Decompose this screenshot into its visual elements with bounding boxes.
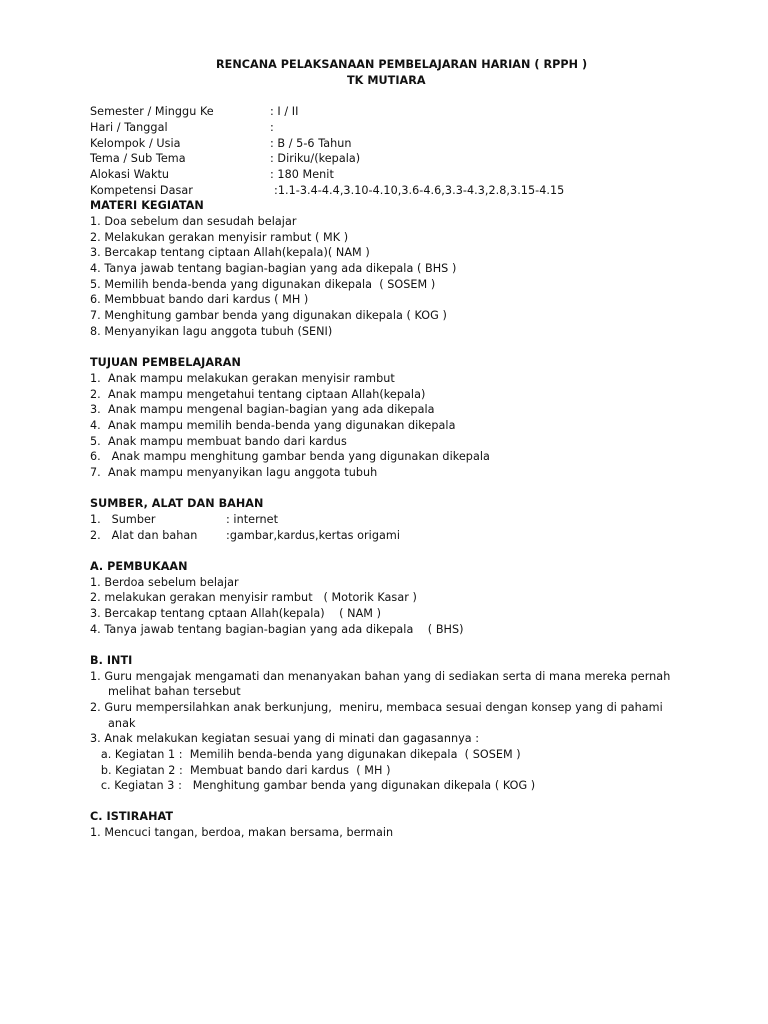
- inti-heading: B. INTI: [90, 654, 133, 667]
- list-item: b. Kegiatan 2 : Membuat bando dari kardus ( MH ): [90, 764, 391, 777]
- identity-label: Hari / Tanggal: [90, 121, 168, 134]
- pembukaan-heading: A. PEMBUKAAN: [90, 560, 188, 573]
- identity-label: Tema / Sub Tema: [90, 152, 186, 165]
- list-item: 2. Guru mempersilahkan anak berkunjung, meniru, membaca sesuai dengan konsep yang di pahami: [90, 701, 663, 714]
- sumber-heading: SUMBER, ALAT DAN BAHAN: [90, 497, 264, 510]
- list-item: anak: [90, 717, 136, 730]
- sumber-label: 1. Sumber: [90, 513, 156, 526]
- identity-label: Kelompok / Usia: [90, 137, 181, 150]
- istirahat-heading: C. ISTIRAHAT: [90, 810, 174, 823]
- list-item: 1. Anak mampu melakukan gerakan menyisir rambut: [90, 372, 395, 385]
- list-item: c. Kegiatan 3 : Menghitung gambar benda yang digunakan dikepala ( KOG ): [90, 779, 536, 792]
- list-item: 4. Tanya jawab tentang bagian-bagian yang ada dikepala ( BHS): [90, 623, 464, 636]
- list-item: 8. Menyanyikan lagu anggota tubuh (SENI): [90, 325, 333, 338]
- identity-value: : 180 Menit: [270, 168, 334, 181]
- identity-value: :: [270, 121, 274, 134]
- identity-value: : Diriku/(kepala): [270, 152, 361, 165]
- list-item: 2. melakukan gerakan menyisir rambut ( Motorik Kasar ): [90, 591, 417, 604]
- sumber-value: :gambar,kardus,kertas origami: [226, 529, 401, 542]
- sumber-label: 2. Alat dan bahan: [90, 529, 198, 542]
- list-item: 2. Melakukan gerakan menyisir rambut ( MK ): [90, 231, 349, 244]
- materi-heading: MATERI KEGIATAN: [90, 199, 204, 212]
- list-item: 1. Berdoa sebelum belajar: [90, 576, 239, 589]
- list-item: 4. Anak mampu memilih benda-benda yang digunakan dikepala: [90, 419, 456, 432]
- identity-value: : B / 5-6 Tahun: [270, 137, 352, 150]
- list-item: 3. Anak mampu mengenal bagian-bagian yang ada dikepala: [90, 403, 435, 416]
- identity-label: Semester / Minggu Ke: [90, 105, 214, 118]
- list-item: 3. Anak melakukan kegiatan sesuai yang di minati dan gagasannya :: [90, 732, 480, 745]
- document-subtitle: TK MUTIARA: [347, 74, 426, 87]
- list-item: 5. Memilih benda-benda yang digunakan dikepala ( SOSEM ): [90, 278, 436, 291]
- list-item: 3. Bercakap tentang ciptaan Allah(kepala)( NAM ): [90, 246, 370, 259]
- list-item: 4. Tanya jawab tentang bagian-bagian yang ada dikepala ( BHS ): [90, 262, 457, 275]
- list-item: 6. Anak mampu menghitung gambar benda yang digunakan dikepala: [90, 450, 490, 463]
- list-item: a. Kegiatan 1 : Memilih benda-benda yang digunakan dikepala ( SOSEM ): [90, 748, 521, 761]
- sumber-value: : internet: [226, 513, 279, 526]
- list-item: 1. Doa sebelum dan sesudah belajar: [90, 215, 297, 228]
- list-item: 3. Bercakap tentang cptaan Allah(kepala) ( NAM ): [90, 607, 382, 620]
- list-item: 1. Guru mengajak mengamati dan menanyakan bahan yang di sediakan serta di mana mereka pernah: [90, 670, 671, 683]
- list-item: 2. Anak mampu mengetahui tentang ciptaan Allah(kepala): [90, 388, 426, 401]
- list-item: 1. Mencuci tangan, berdoa, makan bersama, bermain: [90, 826, 394, 839]
- list-item: 5. Anak mampu membuat bando dari kardus: [90, 435, 347, 448]
- list-item: 6. Membbuat bando dari kardus ( MH ): [90, 293, 309, 306]
- identity-value: : I / II: [270, 105, 299, 118]
- list-item: 7. Anak mampu menyanyikan lagu anggota tubuh: [90, 466, 378, 479]
- list-item: melihat bahan tersebut: [90, 685, 241, 698]
- identity-value: :1.1-3.4-4.4,3.10-4.10,3.6-4.6,3.3-4.3,2.8,3.15-4.15: [274, 184, 565, 197]
- identity-label: Alokasi Waktu: [90, 168, 170, 181]
- document-title: RENCANA PELAKSANAAN PEMBELAJARAN HARIAN ( RPPH ): [216, 58, 588, 71]
- list-item: 7. Menghitung gambar benda yang digunakan dikepala ( KOG ): [90, 309, 447, 322]
- tujuan-heading: TUJUAN PEMBELAJARAN: [90, 356, 241, 369]
- identity-label: Kompetensi Dasar: [90, 184, 193, 197]
